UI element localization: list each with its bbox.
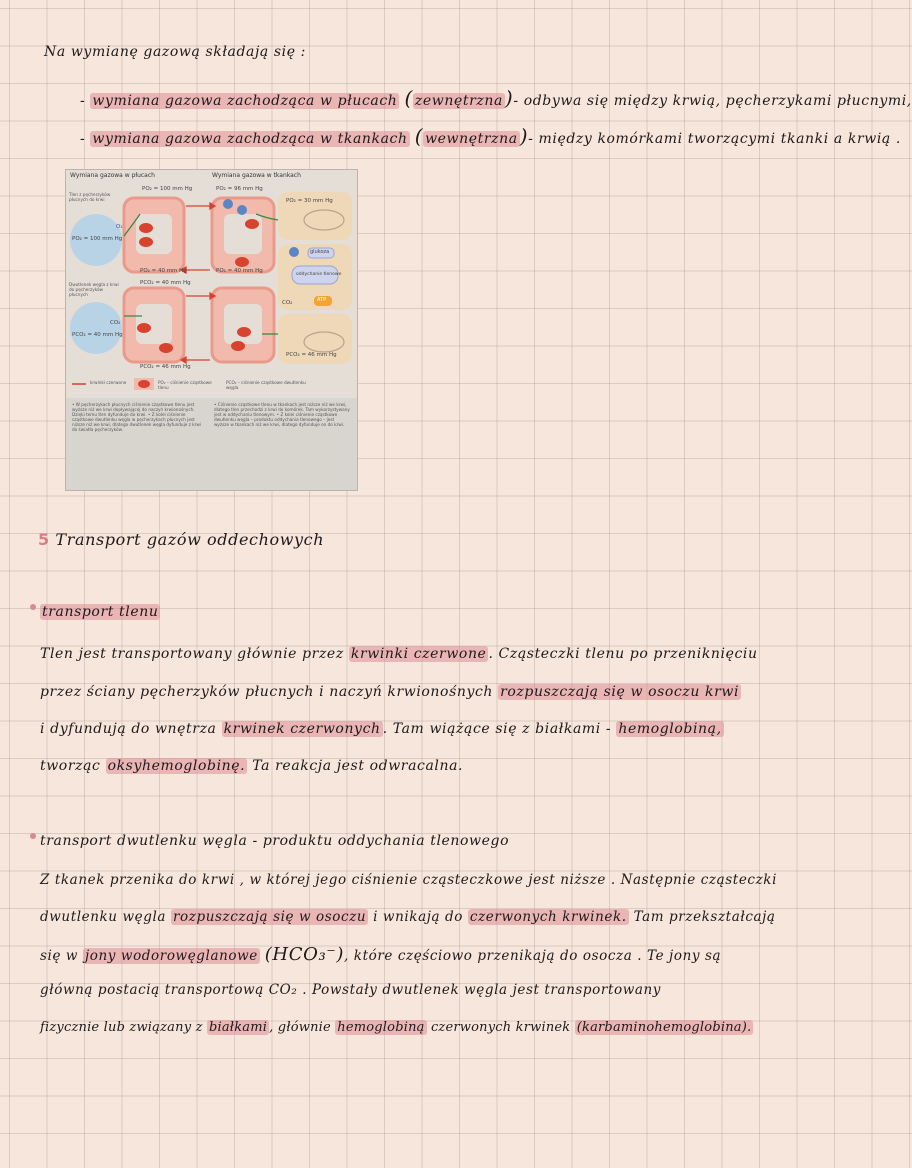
glukoza-label: glukoza (310, 249, 330, 255)
highlight: zewnętrzna (414, 93, 503, 109)
tlen-label: Tlen z pęcherzyków płucnych do krwi (69, 192, 111, 202)
bullet-icon (30, 833, 36, 839)
co2-line-2: dwutlenku węgla rozpuszczają się w osoczu i wnikają do czerwonych krwinek. Tam przekształcają (40, 909, 776, 925)
atp-label: ATP (317, 297, 327, 303)
po2-tissue: PO₂ = 30 mm Hg (286, 198, 333, 204)
highlight: jony wodorowęglanowe (85, 948, 258, 964)
intro-heading: Na wymianę gazową składają się : (44, 44, 306, 60)
intro-item-1: - wymiana gazowa zachodząca w płucach ( zewnętrzna )- odbywa się między krwią, pęcherzykami płucnymi, (80, 86, 912, 110)
dwutlenek-label: Dwutlenek węgla z krwi do pęcherzyków płucnych (69, 282, 119, 297)
co2-line-3: się w jony wodorowęglanowe (HCO₃⁻), które częściowo przenikają do osocza . Te jony są (40, 944, 722, 965)
legend-erytro: krwinki czerwone (90, 380, 127, 385)
red-blood-cell (139, 237, 153, 247)
highlight: krwinki czerwone (350, 646, 487, 662)
legend-po2: PO₂ – ciśnienie cząstkowe tlenu (158, 380, 212, 390)
red-blood-cell (139, 223, 153, 233)
po2-alveolus-left: PO₂ = 100 mm Hg (72, 236, 123, 242)
section-heading (38, 530, 324, 549)
po2-alveolus: PO₂ = 100 mm Hg (142, 186, 193, 192)
co2-subtitle: transport dwutlenku węgla - produktu oddychania tlenowego (30, 833, 509, 849)
oddychanie-label: oddychanie tlenowe (296, 272, 342, 277)
highlight: wymiana gazowa zachodząca w płucach (92, 93, 398, 109)
pco2-venous-left: PCO₂ = 46 mm Hg (140, 364, 191, 370)
gas-exchange-figure (66, 170, 357, 490)
oxygen-line-1: Tlen jest transportowany głównie przez krwinki czerwone . Cząsteczki tlenu po przeniknięciu (40, 646, 758, 662)
red-blood-cell (159, 343, 173, 353)
red-blood-cell (235, 257, 249, 267)
highlight: czerwonych krwinek. (469, 909, 627, 925)
bullet-icon (30, 604, 36, 610)
highlight: wewnętrzna (425, 131, 518, 147)
pco2-alveolus-left: PCO₂ = 40 mm Hg (72, 332, 123, 338)
highlight: rozpuszczają się w osoczu (172, 909, 367, 925)
co2-line-1: Z tkanek przenika do krwi , w której jego ciśnienie cząsteczkowe jest niższe . Następnie cząsteczki (40, 872, 777, 888)
pco2-tissue: PCO₂ = 46 mm Hg (286, 352, 337, 358)
caption-left: • W pęcherzykach płucnych ciśnienie cząstkowe tlenu jest wyższe niż we krwi dopływającej do naczyń krwionośnych. Dzięki temu tlen dyfunduje do krwi. • Z kolei ciśnienie cząstkowe dwutlenku węgla w pęcherzykach płucnych jest niższe niż we krwi, dlatego dwutlenek węgla dyfunduje z krwi do światła pęcherzyków. (72, 402, 201, 432)
highlight: (karbaminohemoglobina). (576, 1020, 752, 1035)
co2-line-5: fizycznie lub związany z białkami , głównie hemoglobiną czerwonych krwinek (karbaminohemoglobina). (40, 1020, 752, 1035)
po2-venous-left: PO₂ = 40 mm Hg (140, 268, 187, 274)
co2-label-right: CO₂ (282, 300, 293, 306)
highlight: krwinek czerwonych (223, 721, 381, 737)
highlight: oksyhemoglobinę. (107, 758, 246, 774)
pco2-arterial-left: PCO₂ = 40 mm Hg (140, 280, 191, 286)
co2-label: CO₂ (110, 320, 121, 326)
highlight: wymiana gazowa zachodząca w tkankach (92, 131, 408, 147)
red-blood-cell (237, 327, 251, 337)
highlight: rozpuszczają się w osoczu krwi (500, 684, 740, 700)
oxygen-line-3: i dyfundują do wnętrza krwinek czerwonych . Tam wiążące się z białkami - hemoglobiną, (40, 721, 722, 737)
red-blood-cell (245, 219, 259, 229)
alveolus-bottom (70, 302, 122, 354)
caption-right: • Ciśnienie cząstkowe tlenu w tkankach jest niższe niż we krwi, dlatego tlen przechodzi z krwi do komórek. Tam wykorzystywany jest w oddychaniu tlenowym. • Z kolei ciśnienie cząstkowe dwutlenku węgla – produktu oddychania tlenowego – jest wyższe w tkankach niż we krwi, dlatego dyfunduje on do krwi. (214, 402, 350, 427)
figure-left-title: Wymiana gazowa w płucach (70, 172, 155, 179)
highlight: hemoglobiną (337, 1020, 425, 1035)
oxygen-subtitle: transport tlenu (30, 604, 160, 620)
legend-pco2: PCO₂ – ciśnienie cząstkowe dwutlenku węgla (226, 380, 306, 390)
o2-label: O₂ (116, 224, 123, 230)
highlight: hemoglobiną, (618, 721, 722, 737)
red-blood-cell (137, 323, 151, 333)
gas-exchange-diagram (66, 170, 357, 490)
figure-right-title: Wymiana gazowa w tkankach (212, 172, 301, 179)
red-blood-cell (231, 341, 245, 351)
oxygen-line-2: przez ściany pęcherzyków płucnych i naczyń krwionośnych rozpuszczają się w osoczu krwi (40, 684, 740, 700)
co2-line-4: główną postacią transportową CO₂ . Powstały dwutlenek węgla jest transportowany (40, 982, 662, 998)
intro-item-2: - wymiana gazowa zachodząca w tkankach ( wewnętrzna )- między komórkami tworzącymi tkanki a krwią . (80, 124, 901, 148)
section-number: 5 (38, 530, 50, 549)
section-title: Transport gazów oddechowych (55, 530, 325, 549)
oxygen-line-4: tworząc oksyhemoglobinę. Ta reakcja jest odwracalna. (40, 758, 464, 774)
po2-venous-right: PO₂ = 40 mm Hg (216, 268, 263, 274)
highlight: białkami (208, 1020, 268, 1035)
po2-capillary-tissue: PO₂ = 96 mm Hg (216, 186, 263, 192)
